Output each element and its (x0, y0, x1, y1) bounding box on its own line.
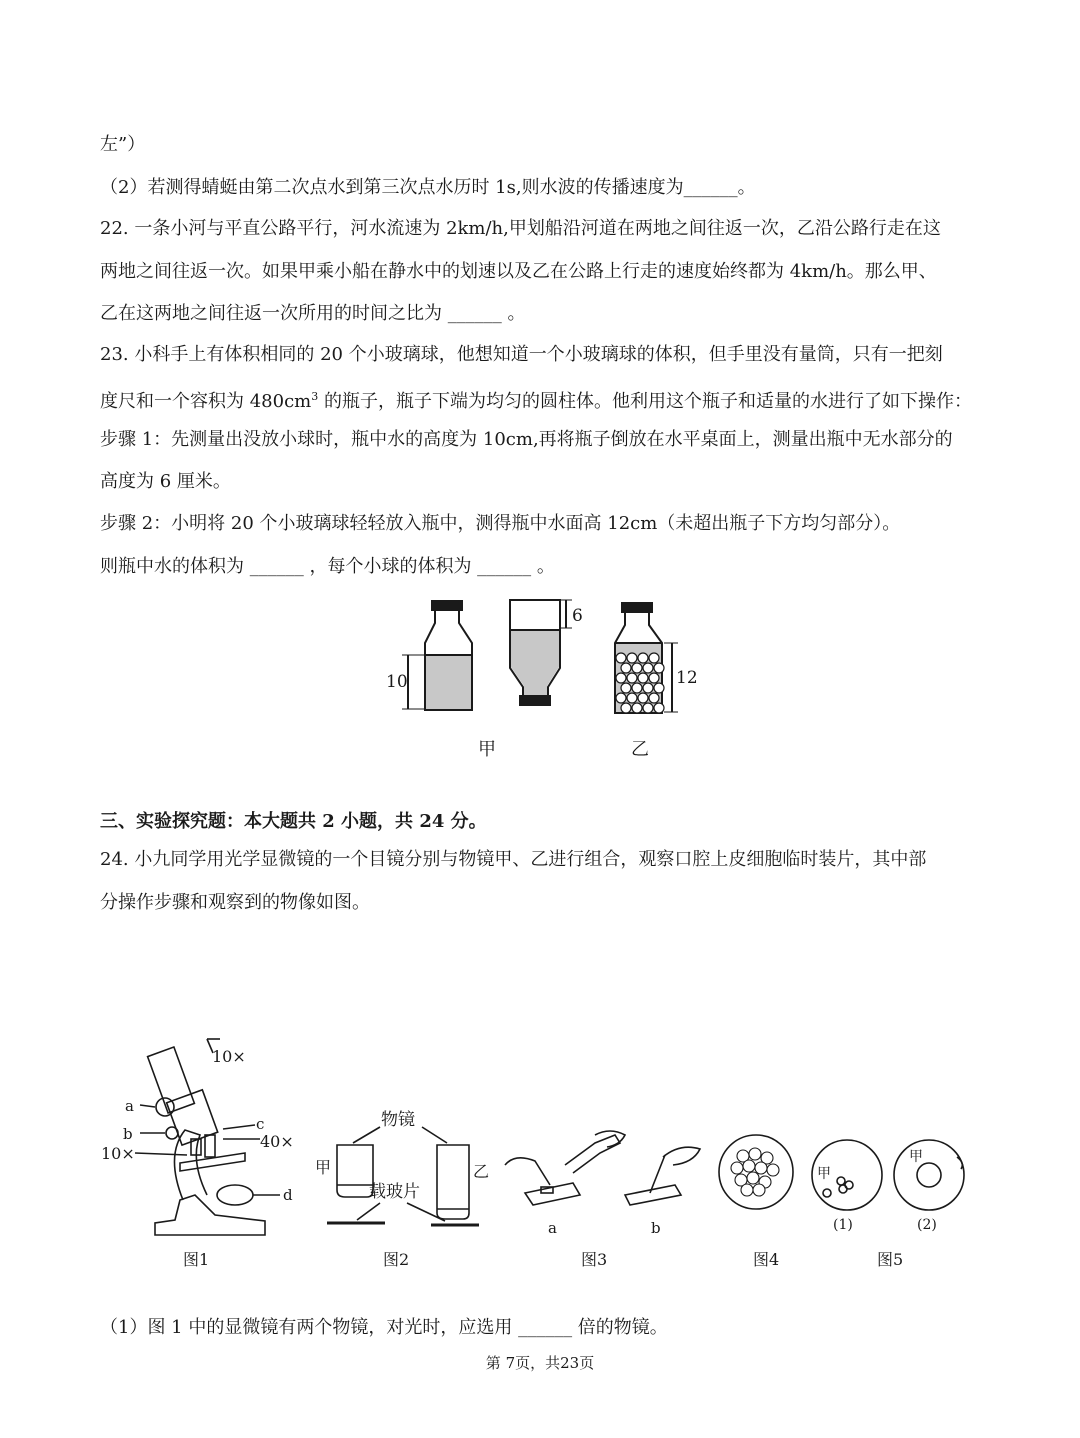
glass-ball (638, 693, 648, 703)
glass-ball (616, 693, 626, 703)
text-line: 乙在这两地之间往返一次所用的时间之比为 ______ 。 (100, 303, 526, 324)
text-segment: 度尺和一个容积为 480cm (100, 391, 312, 412)
label-10x: 10× (212, 1047, 246, 1066)
caption-fig3: 图3 (581, 1250, 608, 1269)
glass-ball (621, 703, 631, 713)
bottle-cap (432, 601, 462, 610)
coarse-knob (156, 1098, 174, 1116)
slide-b (625, 1185, 681, 1205)
caption-jia: 甲 (478, 739, 496, 760)
label-10: 10 (386, 672, 408, 692)
text-line: 分操作步骤和观察到的物像如图。 (100, 892, 370, 913)
glass-ball (654, 703, 664, 713)
glass-ball (632, 683, 642, 693)
sub-question-1: （1）图 1 中的显微镜有两个物镜，对光时，应选用 ______ 倍的物镜。 (100, 1317, 668, 1338)
label-objective: 物镜 (381, 1110, 415, 1130)
glass-ball (638, 673, 648, 683)
water-fill (511, 630, 559, 695)
caption-fig5: 图5 (877, 1250, 904, 1269)
label-view1: (1) (833, 1217, 853, 1233)
glass-ball (643, 683, 653, 693)
stage (180, 1153, 245, 1171)
label-step-b: b (651, 1219, 661, 1237)
label-step-a: a (548, 1219, 557, 1237)
caption-fig1: 图1 (183, 1250, 210, 1269)
caption-fig2: 图2 (383, 1250, 410, 1269)
glass-ball (632, 703, 642, 713)
text-line: 则瓶中水的体积为 ______ ，每个小球的体积为 ______ 。 (100, 556, 555, 577)
text-line: 高度为 6 厘米。 (100, 471, 231, 492)
label-40x: 40× (260, 1132, 294, 1151)
bottle-cap (622, 603, 652, 612)
glass-ball (643, 703, 653, 713)
bottle-figure (380, 595, 710, 765)
field-of-view-2 (894, 1140, 964, 1210)
water-fill (426, 655, 471, 709)
cell (767, 1164, 779, 1176)
glass-ball (649, 673, 659, 683)
caption-fig4: 图4 (753, 1250, 780, 1269)
text-line: （2）若测得蜻蜓由第二次点水到第三次点水历时 1s,则水波的传播速度为______。 (100, 177, 756, 198)
text-line: 两地之间往返一次。如果甲乘小船在静水中的划速以及乙在公路上行走的速度始终都为 4km/h。那么甲、 (100, 261, 937, 282)
microscope-figure (95, 1035, 985, 1275)
label-6: 6 (572, 606, 583, 626)
text-segment: 的瓶子，瓶子下端为均匀的圆柱体。他利用这个瓶子和适量的水进行了如下操作： (318, 391, 972, 412)
cell (753, 1184, 765, 1196)
glass-ball (616, 653, 626, 663)
text-line: 步骤 2：小明将 20 个小玻璃球轻轻放入瓶中，测得瓶中水面高 12cm（未超出瓶子下方均匀部分）。 (100, 513, 901, 534)
mirror (217, 1185, 253, 1205)
objective-40x (205, 1135, 215, 1157)
glass-ball (649, 693, 659, 703)
text-line (100, 385, 972, 414)
label-b: b (123, 1125, 133, 1143)
glass-ball (632, 663, 642, 673)
glass-ball (654, 663, 664, 673)
question-23: 23. 小科手上有体积相同的 20 个小玻璃球，他想知道一个小玻璃球的体积，但手里没有量筒，只有一把刻 (100, 344, 943, 365)
cell (749, 1148, 761, 1160)
label-view2-jia: 甲 (909, 1149, 923, 1165)
cell (743, 1160, 755, 1172)
label-yi: 乙 (473, 1162, 490, 1181)
bottle-cap (520, 696, 550, 705)
question-22: 22. 一条小河与平直公路平行，河水流速为 2km/h,甲划船沿河道在两地之间往返一次，乙沿公路行走在这 (100, 218, 941, 239)
cell-cluster (731, 1148, 779, 1196)
glass-ball (643, 663, 653, 673)
caption-yi: 乙 (631, 739, 649, 760)
page-footer: 第 7页，共23页 (485, 1354, 595, 1372)
cell (741, 1184, 753, 1196)
label-slide: 载玻片 (369, 1182, 420, 1202)
text-line: 左”） (100, 134, 146, 155)
label-view2: (2) (917, 1217, 937, 1233)
glass-ball (638, 653, 648, 663)
glass-ball (627, 693, 637, 703)
glass-ball (621, 683, 631, 693)
label-view1-jia: 甲 (817, 1166, 831, 1182)
glass-ball (616, 673, 626, 683)
label-c: c (256, 1115, 265, 1133)
superscript: 3 (311, 390, 319, 403)
eyepiece-tube (148, 1047, 195, 1113)
section-heading: 三、实验探究题：本大题共 2 小题，共 24 分。 (100, 811, 487, 832)
glass-ball (627, 653, 637, 663)
label-jia: 甲 (315, 1158, 332, 1177)
label-a: a (125, 1097, 134, 1115)
label-12: 12 (676, 668, 698, 688)
glass-ball (649, 653, 659, 663)
fine-knob (166, 1127, 178, 1139)
objective-yi (437, 1145, 469, 1219)
tweezer (565, 1135, 620, 1173)
cell (731, 1162, 743, 1174)
hand-a (505, 1158, 550, 1185)
label-d: d (283, 1186, 293, 1204)
cell (755, 1162, 767, 1174)
label-10x-left: 10× (101, 1144, 135, 1163)
glass-ball (621, 663, 631, 673)
text-line: 步骤 1：先测量出没放小球时，瓶中水的高度为 10cm,再将瓶子倒放在水平桌面上，测量出瓶中无水部分的 (100, 429, 953, 450)
objective-jia (337, 1145, 373, 1197)
cell (747, 1172, 759, 1184)
glass-ball (627, 673, 637, 683)
question-24: 24. 小九同学用光学显微镜的一个目镜分别与物镜甲、乙进行组合，观察口腔上皮细胞临时装片，其中部 (100, 849, 927, 870)
glass-ball (654, 683, 664, 693)
